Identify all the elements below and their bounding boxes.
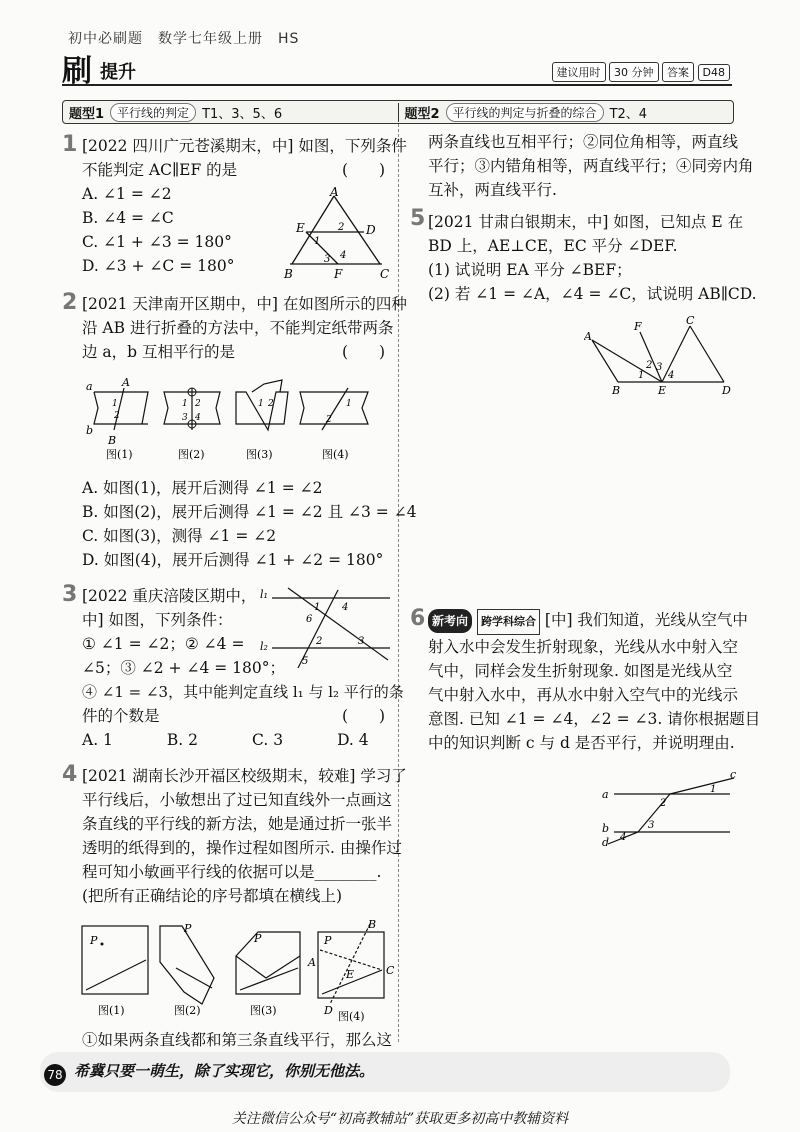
question-text: 条直线的平行线的新方法，她是通过折一张半	[82, 815, 393, 833]
option-a: A. 1	[82, 731, 113, 749]
q1-figure	[282, 186, 392, 280]
fig-label: 2	[338, 222, 345, 233]
question-type-bar	[62, 100, 734, 124]
fig-label: 1	[182, 399, 188, 409]
fig-label: A	[584, 330, 592, 343]
figure-caption: 图(2)	[174, 1004, 201, 1017]
question-4-statement: ①如果两条直线都和第三条直线平行，那么这	[82, 1031, 393, 1049]
question-text: 气中，同样会发生折射现象. 如图是光线从空	[428, 662, 733, 680]
fig-label: 2	[326, 415, 332, 425]
option-c: C. 3	[252, 731, 284, 749]
question-text: 中的知识判断 c 与 d 是否平行，并说明理由.	[428, 734, 735, 752]
q2-fig-1	[86, 378, 148, 447]
type-name: 题型1	[69, 106, 105, 122]
fig-label: 2	[268, 399, 274, 409]
option-c: C. ∠1 + ∠3 = 180°	[82, 233, 232, 251]
question-text: (2) 若 ∠1 = ∠A，∠4 = ∠C，试说明 AB∥CD.	[428, 285, 757, 303]
fig-label: 4	[195, 413, 201, 423]
fig-label: 4	[340, 250, 347, 261]
time-value: 30 分钟	[609, 62, 659, 82]
question-number: 5	[410, 206, 426, 231]
answer-paren: ( )	[342, 161, 386, 179]
fig-label: E	[658, 384, 667, 397]
q2-fig-2	[164, 388, 220, 430]
figure-caption: 图(1)	[98, 1004, 125, 1017]
figure-caption: 图(2)	[178, 448, 205, 461]
q5-figure	[584, 312, 740, 398]
q6-figure	[600, 772, 740, 852]
q2-figures	[86, 378, 386, 464]
fig-label: 1	[314, 602, 321, 613]
type-items: T2、4	[609, 106, 648, 122]
answer-paren: ( )	[342, 707, 386, 725]
fig-label: F	[334, 267, 343, 280]
question-text: [2021 甘肃白银期末，中] 如图，已知点 E 在	[428, 213, 744, 231]
question-number: 3	[62, 582, 78, 607]
fig-label: 1	[314, 236, 321, 247]
question-text: 平行；③内错角相等，两直线平行；④同旁内角	[428, 157, 754, 175]
fig-label: B	[368, 918, 377, 931]
fig-label: 2	[646, 360, 653, 371]
option-d: D. 如图(4)，展开后测得 ∠1 + ∠2 = 180°	[82, 551, 384, 569]
question-4-continued	[428, 130, 754, 202]
option-b: B. ∠4 = ∠C	[82, 209, 174, 227]
q4-fig-2	[160, 922, 214, 1004]
q4-fig-3	[236, 932, 300, 994]
figure-caption: 图(3)	[250, 1004, 277, 1017]
figure-caption: 图(4)	[322, 448, 349, 461]
question-text: 沿 AB 进行折叠的方法中，不能判定纸带两条	[82, 319, 394, 337]
fig-label: 3	[648, 820, 655, 831]
question-text: 互补，两直线平行.	[428, 181, 557, 199]
q4-fig-4	[307, 918, 394, 1017]
fig-label: 2	[114, 411, 120, 421]
fig-label: D	[366, 223, 376, 237]
question-5	[428, 210, 757, 306]
new-trend-badge: 新考向	[428, 609, 472, 633]
question-text: [中] 我们知道，光线从空气中	[544, 611, 748, 629]
q2-fig-3	[236, 380, 288, 430]
option-b: B. 如图(2)，展开后测得 ∠1 = ∠2 且 ∠3 = ∠4	[82, 503, 417, 521]
figure-caption: 图(4)	[338, 1010, 365, 1022]
question-text: 透明的纸得到的，操作过程如图所示. 由操作过	[82, 839, 402, 857]
question-number: 2	[62, 290, 78, 315]
option-d: D. 4	[337, 731, 369, 749]
fig-label: 5	[302, 656, 309, 667]
fig-label: b	[602, 822, 610, 835]
fig-label: C	[686, 314, 695, 327]
question-text: 中] 如图，下列条件：	[82, 611, 233, 629]
footer-motto: 希冀只要一萌生，除了实现它，你别无他法。	[74, 1062, 375, 1080]
question-text: ④ ∠1 = ∠3，其中能判定直线 l₁ 与 l₂ 平行的条	[82, 683, 404, 701]
fig-label: B	[284, 267, 293, 280]
fig-label: E	[346, 968, 355, 981]
fig-label: A	[308, 956, 316, 969]
fig-label: E	[296, 221, 305, 235]
fig-label: l₁	[260, 588, 268, 601]
question-text: ① ∠1 = ∠2；② ∠4 =	[82, 635, 245, 653]
type-cell-1	[63, 103, 398, 122]
time-label: 建议用时	[552, 62, 606, 82]
question-text: [2021 天津南开区期中，中] 在如图所示的四种	[82, 295, 407, 313]
fig-label: P	[184, 922, 192, 935]
fig-label: a	[602, 788, 609, 801]
fig-label: c	[730, 772, 737, 781]
cross-discipline-badge: 跨学科综合	[477, 609, 540, 635]
figure-caption: 图(1)	[106, 448, 133, 461]
question-number: 4	[62, 762, 78, 787]
fig-label: P	[254, 932, 262, 945]
question-text: BD 上，AE⊥CE，EC 平分 ∠DEF.	[428, 237, 678, 255]
fig-label: 2	[660, 798, 667, 809]
type-cell-2	[398, 103, 734, 122]
question-text: (把所有正确结论的序号都填在横线上)	[82, 887, 343, 905]
answer-ref: D48	[698, 64, 730, 81]
question-text-first	[428, 608, 748, 635]
fig-label: a	[86, 380, 93, 393]
fig-label: 3	[656, 362, 663, 373]
fig-label: d	[602, 836, 610, 849]
question-text: [2021 湖南长沙开福区校级期末，较难] 学习了	[82, 767, 407, 785]
fig-label: 1	[346, 399, 352, 409]
header-tags	[552, 62, 730, 82]
option-b: B. 2	[166, 731, 199, 749]
series-title: 初中必刷题 数学七年级上册 HS	[68, 31, 300, 47]
question-text: 意图. 已知 ∠1 = ∠4，∠2 = ∠3. 请你根据题目	[428, 710, 761, 728]
question-number: 6	[410, 606, 426, 631]
question-text: 平行线后，小敏想出了过已知直线外一点画这	[82, 791, 393, 809]
fig-label: 2	[195, 399, 201, 409]
option-d: D. ∠3 + ∠C = 180°	[82, 257, 235, 275]
fig-label: F	[634, 320, 642, 333]
fig-label: B	[108, 434, 117, 447]
question-4	[82, 764, 407, 908]
question-text: 气中射入水中，再从水中射入空气中的光线示	[428, 686, 739, 704]
question-text: [2022 四川广元苍溪期末，中] 如图，下列条件	[82, 137, 407, 155]
question-text: 程可知小敏画平行线的依据可以是________.	[82, 863, 382, 881]
options-row	[82, 728, 394, 752]
fig-label: C	[380, 267, 390, 280]
question-number: 1	[62, 132, 78, 157]
fig-label: B	[612, 384, 621, 397]
type-name: 题型2	[404, 106, 440, 122]
page-number: 78	[44, 1064, 66, 1086]
question-text: 件的个数是	[82, 707, 160, 725]
brand-mark: 刷	[62, 54, 92, 89]
fig-label: 4	[342, 602, 349, 613]
fig-label: 3	[182, 413, 188, 423]
question-text: 两条直线也互相平行；②同位角相等，两直线	[428, 133, 739, 151]
question-text: 边 a，b 互相平行的是	[82, 343, 236, 361]
answer-label: 答案	[662, 62, 694, 82]
fig-label: 2	[316, 636, 323, 647]
q4-fig-1	[82, 926, 148, 994]
fig-label: P	[324, 934, 332, 947]
option-c: C. 如图(3)，测得 ∠1 = ∠2	[82, 527, 277, 545]
question-text: 不能判定 AC∥EF 的是	[82, 161, 238, 179]
question-2-options	[82, 476, 417, 572]
fig-label: A	[122, 378, 130, 389]
fig-label: 4	[668, 370, 675, 381]
fig-label: C	[386, 964, 394, 977]
header-rule	[62, 84, 732, 86]
fig-label: P	[90, 934, 98, 947]
figure-caption: 图(3)	[246, 448, 273, 461]
question-text: [2022 重庆涪陵区期中，	[82, 587, 257, 605]
fig-label: 4	[620, 832, 627, 843]
option-a: A. 如图(1)，展开后测得 ∠1 = ∠2	[82, 479, 323, 497]
fig-label: 1	[710, 784, 717, 795]
type-items: T1、3、5、6	[202, 106, 283, 122]
fig-label: D	[722, 384, 731, 397]
answer-paren: ( )	[342, 343, 386, 361]
fig-label: 3	[358, 636, 365, 647]
q2-fig-4	[300, 388, 368, 430]
question-text: ∠5；③ ∠2 + ∠4 = 180°；	[82, 659, 285, 677]
q4-figures	[80, 918, 394, 1022]
fig-label: 1	[638, 370, 645, 381]
footer-notice: 关注微信公众号“初高教辅站”获取更多初高中教辅资料	[231, 1111, 569, 1127]
q3-figure	[258, 584, 394, 672]
fig-label: 6	[306, 614, 313, 625]
section-title: 提升	[100, 62, 136, 83]
fig-label: b	[86, 424, 94, 437]
fig-label: 1	[112, 399, 118, 409]
question-6	[428, 608, 761, 755]
fig-label: D	[324, 1004, 333, 1017]
fig-label: 1	[258, 399, 264, 409]
fig-label: 3	[324, 254, 331, 265]
column-divider	[398, 124, 399, 1042]
type-desc: 平行线的判定与折叠的综合	[446, 103, 604, 122]
fig-label: l₂	[260, 640, 268, 653]
question-text: (1) 试说明 EA 平分 ∠BEF；	[428, 261, 632, 279]
option-a: A. ∠1 = ∠2	[82, 185, 172, 203]
type-desc: 平行线的判定	[110, 103, 196, 122]
question-text: 射入水中会发生折射现象，光线从水中射入空	[428, 638, 739, 656]
fig-label: A	[330, 186, 339, 199]
